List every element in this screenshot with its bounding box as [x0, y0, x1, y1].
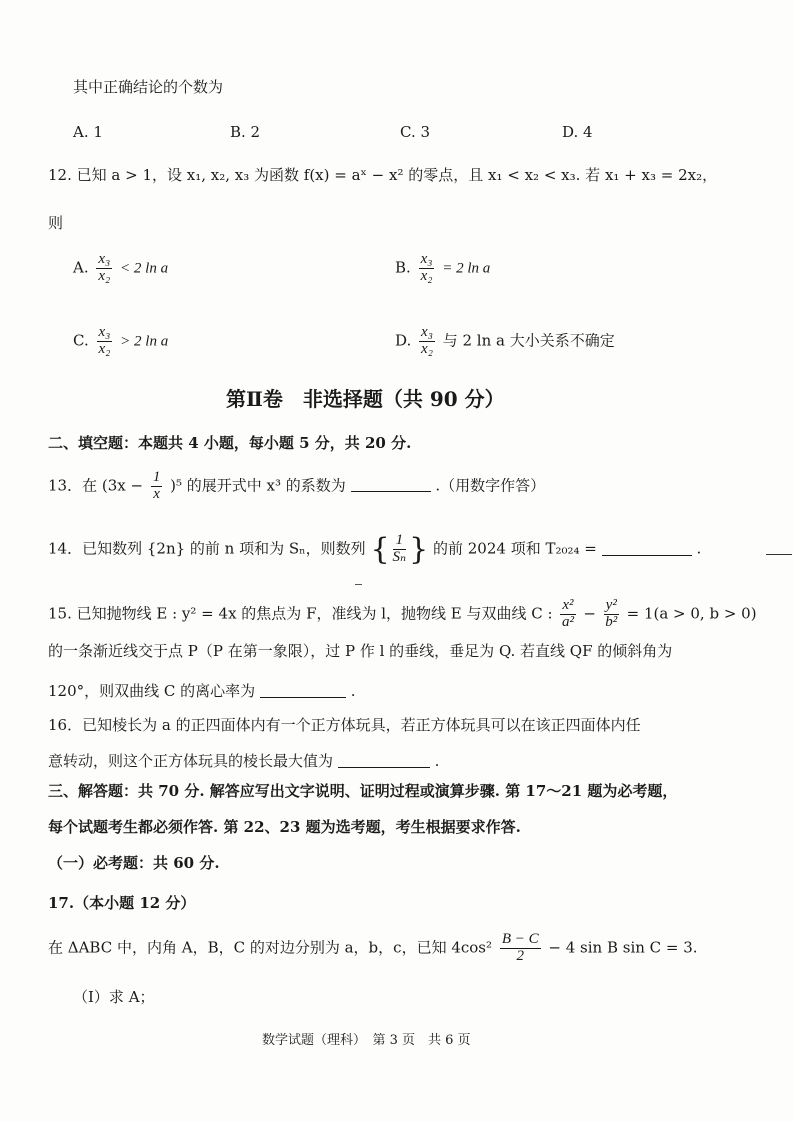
section-3-line-1: 三、解答题：共 70 分. 解答应写出文字说明、证明过程或演算步骤. 第 17～21 题为必考题，	[48, 782, 678, 800]
numerator: x₃	[421, 324, 433, 340]
required-header: （一）必考题：共 60 分.	[48, 854, 220, 872]
numerator: x²	[562, 597, 574, 613]
q13-part-c: .（用数字作答）	[435, 476, 546, 495]
answer-blank[interactable]	[260, 683, 346, 698]
numerator: x₃	[98, 324, 111, 340]
numerator: y²	[605, 597, 617, 613]
prev-option-a: A. 1	[73, 123, 103, 141]
q16-part-a: 意转动，则这个正方体玩具的棱长最大值为	[48, 752, 334, 770]
option-rest: > 2 ln a	[120, 333, 169, 350]
right-brace-icon: }	[409, 532, 429, 567]
denominator: x₂	[98, 267, 111, 284]
q17-stem	[48, 932, 698, 965]
fraction	[393, 533, 407, 566]
q16-part-b: .	[434, 752, 440, 770]
fraction	[419, 252, 435, 285]
denominator: b²	[605, 613, 618, 630]
denominator: 2	[516, 947, 524, 964]
q17-part-1: （Ⅰ）求 A；	[73, 988, 155, 1006]
q15-line-1	[48, 598, 757, 631]
page-footer: 数学试题（理科） 第 3 页 共 6 页	[262, 1033, 471, 1048]
fraction	[419, 325, 435, 358]
fill-in-header: 二、填空题：本题共 4 小题，每小题 5 分，共 20 分.	[48, 434, 412, 452]
denominator: x	[153, 485, 160, 502]
fraction	[96, 252, 112, 285]
q17-part-a: 在 ΔABC 中，内角 A，B，C 的对边分别为 a，b，c，已知 4cos²	[48, 938, 493, 957]
numerator: x₃	[98, 251, 111, 267]
option-label: A.	[73, 258, 89, 277]
q12-option-c	[73, 325, 168, 358]
q16-line-2	[48, 750, 439, 771]
q15-part-b: = 1(a > 0, b > 0)	[626, 604, 757, 623]
answer-blank[interactable]	[338, 753, 430, 768]
q14-part-b: 的前 2024 项和 T₂₀₂₄ =	[433, 539, 597, 558]
denominator: Sₙ	[392, 549, 407, 565]
prev-question-stem: 其中正确结论的个数为	[73, 78, 224, 96]
option-rest: = 2 ln a	[442, 260, 491, 277]
answer-blank[interactable]	[602, 541, 692, 556]
numerator: x₃	[420, 251, 433, 267]
section-3-line-2: 每个试题考生都必须作答. 第 22、23 题为选考题，考生根据要求作答.	[48, 818, 521, 836]
q12-stem: 12. 已知 a > 1，设 x₁, x₂, x₃ 为函数 f(x) = aˣ − x² 的零点，且 x₁ < x₂ < x₃. 若 x₁ + x₃ = 2x₂，	[48, 166, 718, 184]
denominator: x₂	[98, 340, 111, 357]
fraction	[151, 470, 163, 503]
numerator: B − C	[501, 931, 539, 947]
option-rest: < 2 ln a	[120, 260, 169, 277]
option-rest: 与 2 ln a 大小关系不确定	[442, 331, 615, 350]
q12-option-a	[73, 252, 168, 285]
fraction	[97, 325, 113, 358]
q15-part-a: 15. 已知抛物线 E : y² = 4x 的焦点为 F，准线为 l，抛物线 E 与双曲线 C :	[48, 604, 553, 623]
fraction	[500, 932, 541, 965]
q14	[48, 532, 701, 567]
q15-part-c: 120°，则双曲线 C 的离心率为	[48, 682, 256, 700]
answer-blank[interactable]	[351, 477, 431, 492]
q15-part-d: .	[350, 682, 356, 700]
prev-option-d: D. 4	[562, 123, 593, 141]
stray-mark	[355, 584, 362, 585]
q15-line-3	[48, 680, 356, 701]
denominator: a²	[561, 613, 574, 630]
prev-option-b: B. 2	[230, 123, 261, 141]
numerator: 1	[393, 533, 407, 550]
q17-title: 17.（本小题 12 分）	[48, 894, 196, 912]
q12-option-b	[395, 252, 490, 285]
q17-part-b: − 4 sin B sin C = 3.	[548, 938, 698, 957]
prev-option-c: C. 3	[400, 123, 431, 141]
section-2-title: 第Ⅱ卷 非选择题（共 90 分）	[226, 387, 505, 411]
q13-part-b: )⁵ 的展开式中 x³ 的系数为	[170, 476, 346, 495]
numerator: 1	[152, 469, 161, 485]
q15-line-2: 的一条渐近线交于点 P（P 在第一象限），过 P 作 l 的垂线，垂足为 Q. 若直线 QF 的倾斜角为	[48, 642, 673, 660]
left-brace-icon: {	[370, 532, 390, 567]
q13	[48, 470, 545, 503]
fraction	[560, 598, 575, 631]
q12-option-d	[395, 325, 615, 358]
option-label: D.	[395, 331, 412, 350]
q14-part-c: .	[696, 539, 702, 558]
fraction	[604, 598, 619, 631]
q14-part-a: 14．已知数列 {2n} 的前 n 项和为 Sₙ，则数列	[48, 539, 366, 558]
denominator: x₂	[421, 340, 433, 357]
option-label: B.	[395, 258, 411, 277]
minus-sign: −	[583, 604, 596, 623]
q13-part-a: 13．在 (3x −	[48, 476, 144, 495]
q12-then: 则	[48, 214, 64, 232]
option-label: C.	[73, 331, 89, 350]
denominator: x₂	[420, 267, 433, 284]
margin-line	[766, 554, 792, 555]
q16-line-1: 16．已知棱长为 a 的正四面体内有一个正方体玩具，若正方体玩具可以在该正四面体内任	[48, 716, 641, 734]
